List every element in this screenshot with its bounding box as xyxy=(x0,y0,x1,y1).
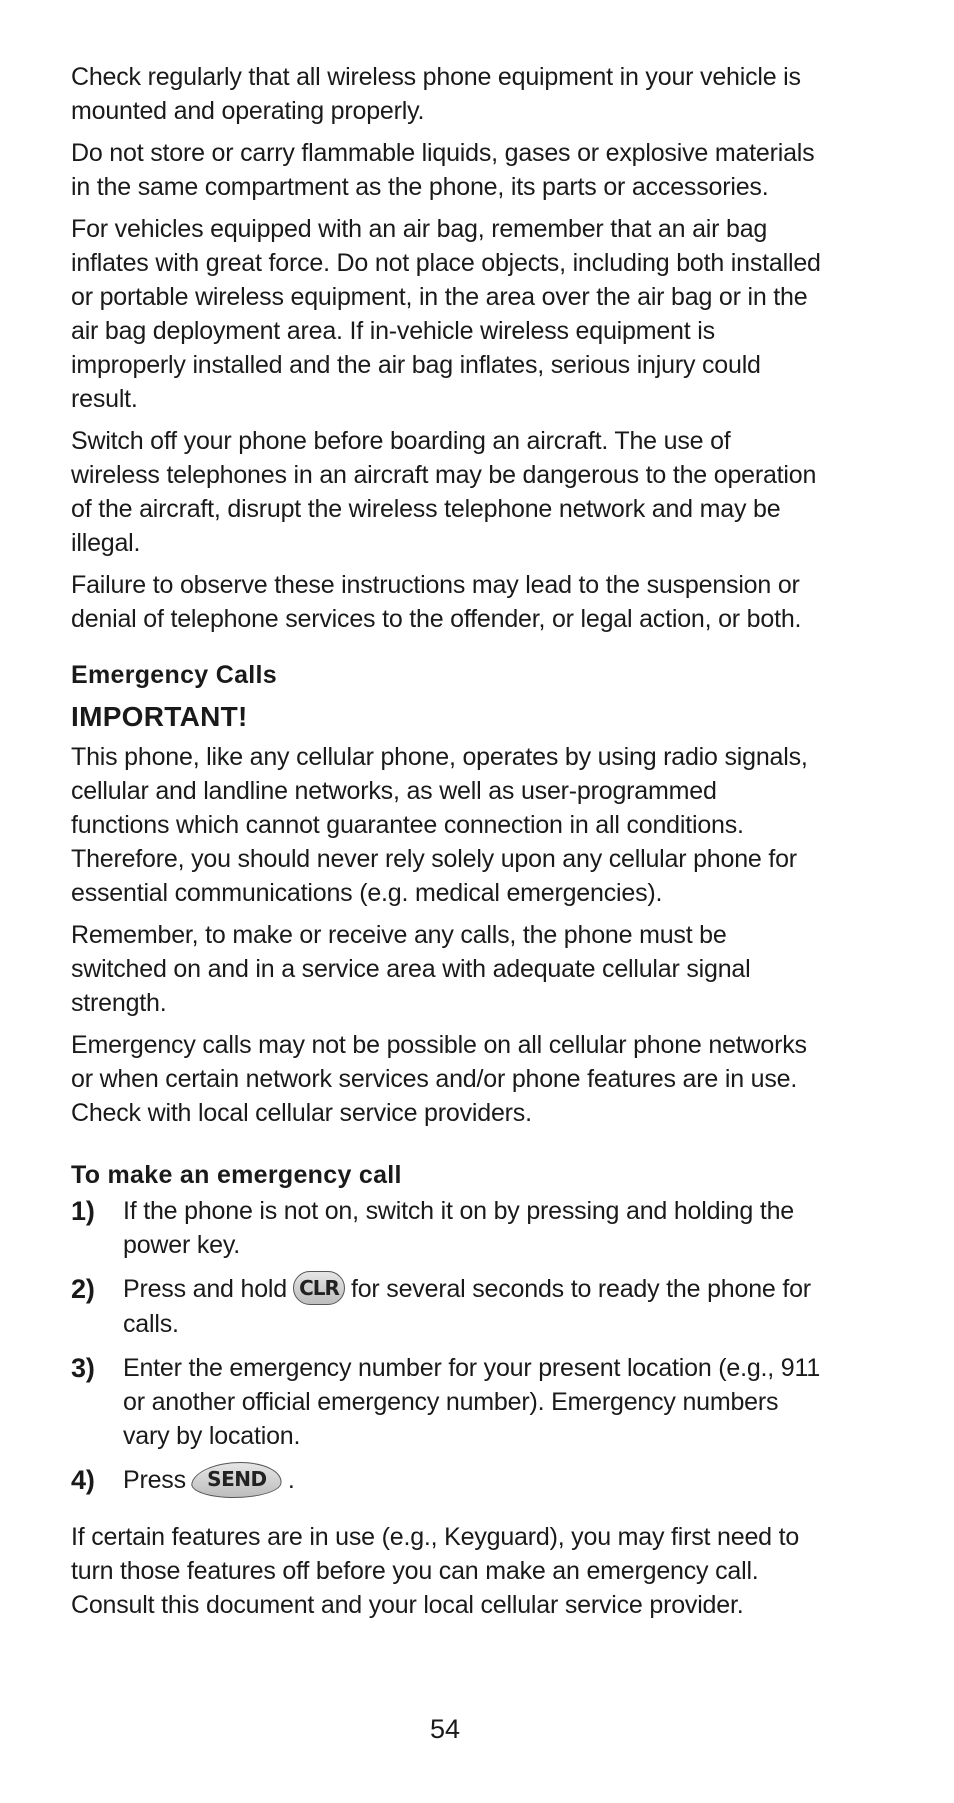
step-text-after: for several seconds to ready the phone for calls. xyxy=(123,1275,811,1339)
paragraph-equipment-check: Check regularly that all wireless phone equipment in your vehicle is mounted and operating properly. xyxy=(71,63,801,125)
step-text-before: Press and hold xyxy=(123,1275,287,1303)
paragraph-aircraft: Switch off your phone before boarding an aircraft. The use of wireless telephones in an aircraft may be dangerous to the operation of the aircraft, disrupt the wireless telephone network and may be illegal. xyxy=(71,427,817,557)
step-number: 3) xyxy=(71,1353,95,1384)
page-number: 54 xyxy=(429,1714,461,1744)
step-text-before: Press xyxy=(123,1466,186,1495)
step-text-after: . xyxy=(287,1466,295,1495)
step-item xyxy=(71,1351,821,1453)
send-key-label: SEND xyxy=(207,1466,267,1491)
clr-key-icon: CLR xyxy=(293,1271,345,1305)
step-text: Enter the emergency number for your present location (e.g., 911 or another official emergency number). Emergency numbers vary by location. xyxy=(123,1354,821,1451)
step-item xyxy=(71,1194,821,1262)
step-item xyxy=(71,1272,821,1341)
step-text xyxy=(123,1272,821,1341)
paragraph-cellular-limits: This phone, like any cellular phone, operates by using radio signals, cellular and landline networks, as well as user-programmed functions which cannot guarantee connection in all conditions. Therefore, you should never rely solely upon any cellular phone for essential communications (e.g. medical emergencies). xyxy=(71,743,808,907)
step-text xyxy=(123,1463,821,1499)
emergency-calls-heading: Emergency Calls xyxy=(71,661,277,689)
send-key-icon xyxy=(189,1462,285,1498)
emergency-steps-list xyxy=(71,1194,821,1500)
paragraph-switched-on: Remember, to make or receive any calls, the phone must be switched on and in a service area with adequate cellular signal strength. xyxy=(71,921,751,1017)
paragraph-failure: Failure to observe these instructions may lead to the suspension or denial of telephone services to the offender, or legal action, or both. xyxy=(71,571,802,633)
manual-page xyxy=(71,60,821,1622)
step-number: 1) xyxy=(71,1196,95,1226)
step-number: 4) xyxy=(71,1465,95,1496)
emergency-procedure-heading: To make an emergency call xyxy=(71,1161,402,1189)
step-number: 2) xyxy=(71,1274,95,1304)
paragraph-closing-note: If certain features are in use (e.g., Keyguard), you may first need to turn those features off before you can make an emergency call. Consult this document and your local cellular service provider. xyxy=(71,1522,800,1619)
step-text: If the phone is not on, switch it on by pressing and holding the power key. xyxy=(123,1197,794,1259)
step-item xyxy=(71,1463,821,1499)
paragraph-air-bag: For vehicles equipped with an air bag, remember that an air bag inflates with great force. Do not place objects, including both installed or portable wireless equipment, in the area over the air bag or in the air bag deployment area. If in-vehicle wireless equipment is improperly installed and the air bag inflates, serious injury could result. xyxy=(71,215,821,413)
important-heading: IMPORTANT! xyxy=(71,701,248,732)
paragraph-network-services: Emergency calls may not be possible on all cellular phone networks or when certain network services and/or phone features are in use. Check with local cellular service providers. xyxy=(71,1031,807,1127)
paragraph-flammable: Do not store or carry flammable liquids, gases or explosive materials in the same compartment as the phone, its parts or accessories. xyxy=(71,139,815,201)
